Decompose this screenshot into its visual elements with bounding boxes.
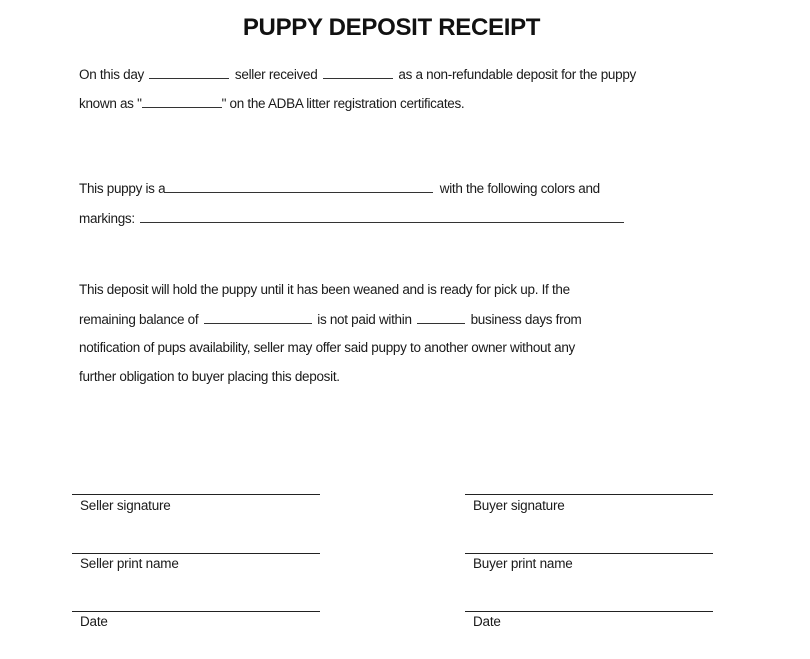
seller-signature-label: Seller signature: [80, 498, 171, 513]
text: with the following colors and: [439, 181, 600, 196]
puppy-name-blank[interactable]: [142, 95, 222, 108]
seller-date-label: Date: [80, 614, 108, 629]
text: " on the ADBA litter registration certificates.: [221, 96, 465, 111]
markings-blank[interactable]: [140, 210, 624, 223]
text: as a non-refundable deposit for the puppy: [398, 67, 636, 82]
text: seller received: [234, 67, 318, 82]
paragraph3-line1: This deposit will hold the puppy until it has been weaned and is ready for pick up. If the: [79, 282, 570, 297]
seller-signature-line[interactable]: [72, 494, 320, 495]
seller-date-line[interactable]: [72, 611, 320, 612]
buyer-date-line[interactable]: [465, 611, 713, 612]
buyer-signature-label: Buyer signature: [473, 498, 565, 513]
text: This puppy is a: [79, 181, 166, 196]
buyer-print-name-line[interactable]: [465, 553, 713, 554]
paragraph1-line2: [79, 95, 464, 113]
seller-print-name-line[interactable]: [72, 553, 320, 554]
document-title: PUPPY DEPOSIT RECEIPT: [242, 14, 541, 41]
paragraph3-line2: [79, 311, 581, 329]
text: On this day: [79, 67, 144, 82]
text: is not paid within: [317, 312, 412, 327]
text: markings:: [79, 211, 135, 226]
text: business days from: [470, 312, 582, 327]
seller-print-name-label: Seller print name: [80, 556, 179, 571]
breed-blank[interactable]: [165, 180, 433, 193]
paragraph1-line1: [79, 66, 636, 84]
buyer-date-label: Date: [473, 614, 501, 629]
paragraph3-line4: further obligation to buyer placing this deposit.: [79, 369, 340, 384]
text: known as ": [79, 96, 142, 111]
days-blank[interactable]: [417, 311, 465, 324]
buyer-print-name-label: Buyer print name: [473, 556, 573, 571]
date-blank[interactable]: [149, 66, 229, 79]
text: remaining balance of: [79, 312, 199, 327]
paragraph2-line2: [79, 210, 626, 228]
paragraph2-line1: [79, 180, 600, 198]
amount-blank[interactable]: [323, 66, 393, 79]
paragraph3-line3: notification of pups availability, seller may offer said puppy to another owner without any: [79, 340, 575, 355]
buyer-signature-line[interactable]: [465, 494, 713, 495]
balance-blank[interactable]: [204, 311, 312, 324]
